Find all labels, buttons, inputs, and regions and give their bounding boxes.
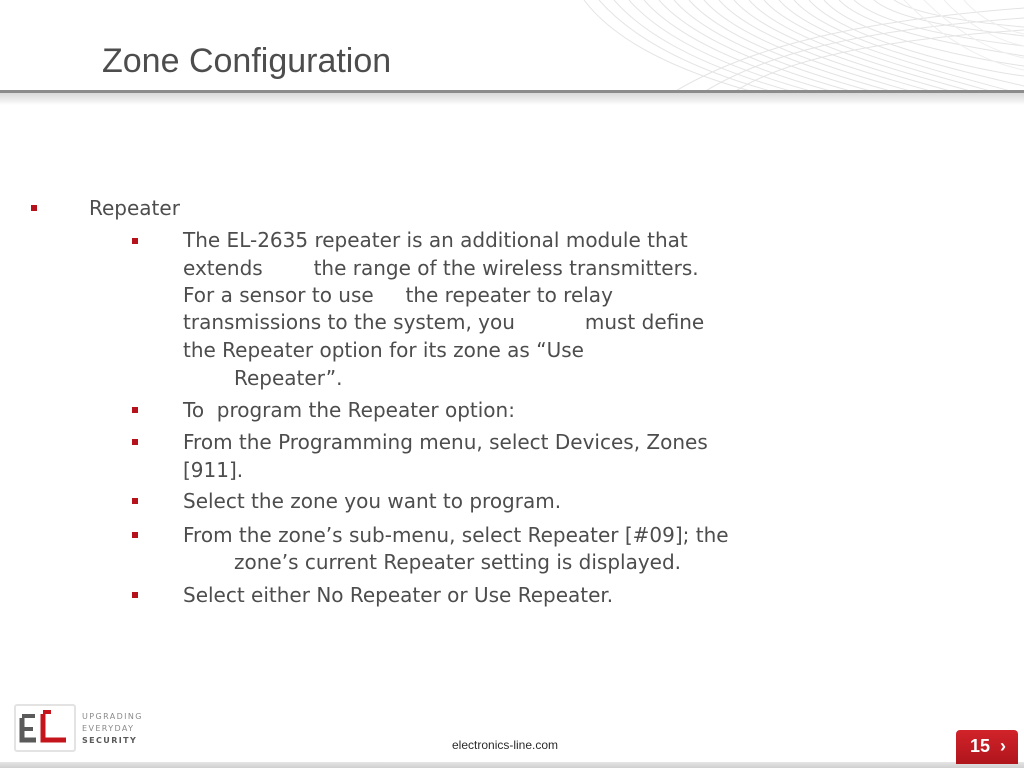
bullet-text-line: Select either No Repeater or Use Repeater. [183, 583, 614, 607]
bullet-icon [132, 532, 138, 538]
bullet-text-line: To program the Repeater option: [183, 398, 515, 422]
bullet-level1-icon [31, 205, 37, 211]
slide-title: Zone Configuration [102, 42, 392, 80]
bullet-text-line: From the Programming menu, select Devices, Zones [183, 430, 708, 454]
bullet-text-line: the Repeater option for its zone as “Use [183, 338, 584, 362]
tagline-line: UPGRADING [82, 712, 143, 721]
bullet-text-line: extends the range of the wireless transmitters. [183, 256, 699, 280]
bullet-text-line: The EL-2635 repeater is an additional module that [183, 228, 688, 252]
bullet-text-line: zone’s current Repeater setting is displayed. [234, 550, 682, 574]
footer-bar [0, 762, 1024, 768]
tagline-line: EVERYDAY [82, 724, 135, 733]
bullet-text-line: For a sensor to use the repeater to relay [183, 283, 613, 307]
bullet-icon [132, 238, 138, 244]
footer-website-link[interactable]: electronics-line.com [452, 738, 559, 752]
bullet-text-line: [911]. [183, 458, 244, 482]
bullet-icon [132, 592, 138, 598]
bullet-icon [132, 407, 138, 413]
section-heading-repeater: Repeater [89, 196, 180, 220]
company-logo [14, 704, 76, 752]
bullet-icon [132, 439, 138, 445]
bullet-text-line: From the zone’s sub-menu, select Repeater [#09]; the [183, 523, 729, 547]
bullet-icon [132, 498, 138, 504]
tagline-line: SECURITY [82, 736, 138, 745]
bullet-text-line: transmissions to the system, you must define [183, 310, 705, 334]
page-number-badge[interactable] [956, 730, 1018, 764]
bullet-text-line: Select the zone you want to program. [183, 489, 562, 513]
chevron-right-icon[interactable]: › [1000, 736, 1006, 756]
el-logo-icon [16, 706, 74, 750]
page-number: 15 [970, 736, 991, 756]
bullet-text-line: Repeater”. [234, 366, 343, 390]
